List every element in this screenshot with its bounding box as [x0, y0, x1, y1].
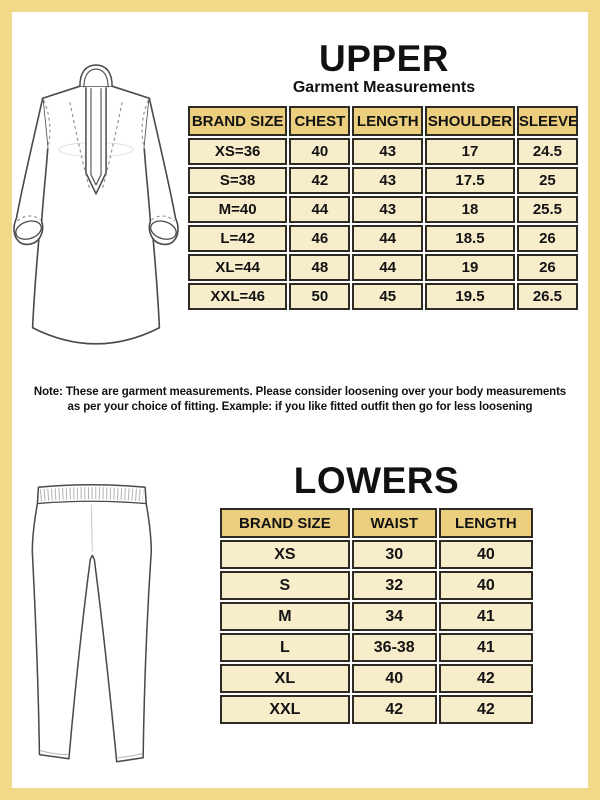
- column-header: WAIST: [352, 508, 437, 538]
- table-cell: 30: [352, 540, 437, 569]
- table-cell: XL=44: [188, 254, 287, 281]
- table-cell: 40: [289, 138, 350, 165]
- leggings-illustration: [22, 470, 187, 775]
- table-cell: 44: [352, 254, 423, 281]
- table-cell: 42: [289, 167, 350, 194]
- table-cell: 34: [352, 602, 437, 631]
- table-header-row: [220, 508, 533, 538]
- column-header: CHEST: [289, 106, 350, 136]
- table-cell: 26.5: [517, 283, 578, 310]
- table-cell: 24.5: [517, 138, 578, 165]
- table-cell: 43: [352, 167, 423, 194]
- table-row: [220, 664, 533, 693]
- table-cell: 40: [352, 664, 437, 693]
- table-cell: XXL=46: [188, 283, 287, 310]
- table-cell: 40: [439, 540, 533, 569]
- table-row: [220, 695, 533, 724]
- table-cell: 25.5: [517, 196, 578, 223]
- table-cell: M: [220, 602, 350, 631]
- table-row: [188, 283, 578, 310]
- table-cell: 40: [439, 571, 533, 600]
- table-cell: 25: [517, 167, 578, 194]
- table-cell: 41: [439, 633, 533, 662]
- table-cell: XXL: [220, 695, 350, 724]
- table-cell: XL: [220, 664, 350, 693]
- column-header: SHOULDER: [425, 106, 515, 136]
- table-cell: 43: [352, 138, 423, 165]
- table-cell: 44: [289, 196, 350, 223]
- table-cell: 48: [289, 254, 350, 281]
- lowers-section-title: LOWERS: [293, 460, 460, 501]
- table-cell: 50: [289, 283, 350, 310]
- column-header: SLEEVE: [517, 106, 578, 136]
- lowers-measurements-table: [218, 506, 535, 726]
- table-row: [188, 225, 578, 252]
- table-cell: XS: [220, 540, 350, 569]
- table-cell: 17: [425, 138, 515, 165]
- table-row: [220, 571, 533, 600]
- table-row: [188, 138, 578, 165]
- measurement-note: [20, 385, 580, 415]
- table-cell: 17.5: [425, 167, 515, 194]
- table-cell: 18.5: [425, 225, 515, 252]
- table-cell: 44: [352, 225, 423, 252]
- garment-measurements-subtitle: Garment Measurements: [292, 79, 476, 96]
- column-header: BRAND SIZE: [220, 508, 350, 538]
- note-line-1: Note: These are garment measurements. Please consider loosening over your body measurements: [33, 386, 567, 398]
- table-cell: 42: [352, 695, 437, 724]
- table-cell: 19: [425, 254, 515, 281]
- table-row: [220, 540, 533, 569]
- table-row: [188, 196, 578, 223]
- table-row: [220, 602, 533, 631]
- column-header: LENGTH: [439, 508, 533, 538]
- column-header: LENGTH: [352, 106, 423, 136]
- table-cell: M=40: [188, 196, 287, 223]
- table-row: [220, 633, 533, 662]
- table-cell: 43: [352, 196, 423, 223]
- table-cell: 19.5: [425, 283, 515, 310]
- table-row: [188, 254, 578, 281]
- table-cell: 26: [517, 225, 578, 252]
- table-row: [188, 167, 578, 194]
- table-cell: 26: [517, 254, 578, 281]
- table-cell: 42: [439, 695, 533, 724]
- upper-section-title: UPPER: [319, 38, 449, 79]
- table-cell: L: [220, 633, 350, 662]
- table-cell: L=42: [188, 225, 287, 252]
- kurta-illustration: [5, 56, 187, 368]
- table-cell: 46: [289, 225, 350, 252]
- table-cell: 32: [352, 571, 437, 600]
- table-cell: 41: [439, 602, 533, 631]
- table-cell: 45: [352, 283, 423, 310]
- upper-measurements-table: [186, 104, 580, 312]
- table-cell: 18: [425, 196, 515, 223]
- table-header-row: [188, 106, 578, 136]
- table-cell: 42: [439, 664, 533, 693]
- note-line-2: as per your choice of fitting. Example: if you like fitted outfit then go for less loosening: [67, 400, 533, 413]
- table-cell: S: [220, 571, 350, 600]
- table-cell: 36-38: [352, 633, 437, 662]
- column-header: BRAND SIZE: [188, 106, 287, 136]
- table-cell: S=38: [188, 167, 287, 194]
- table-cell: XS=36: [188, 138, 287, 165]
